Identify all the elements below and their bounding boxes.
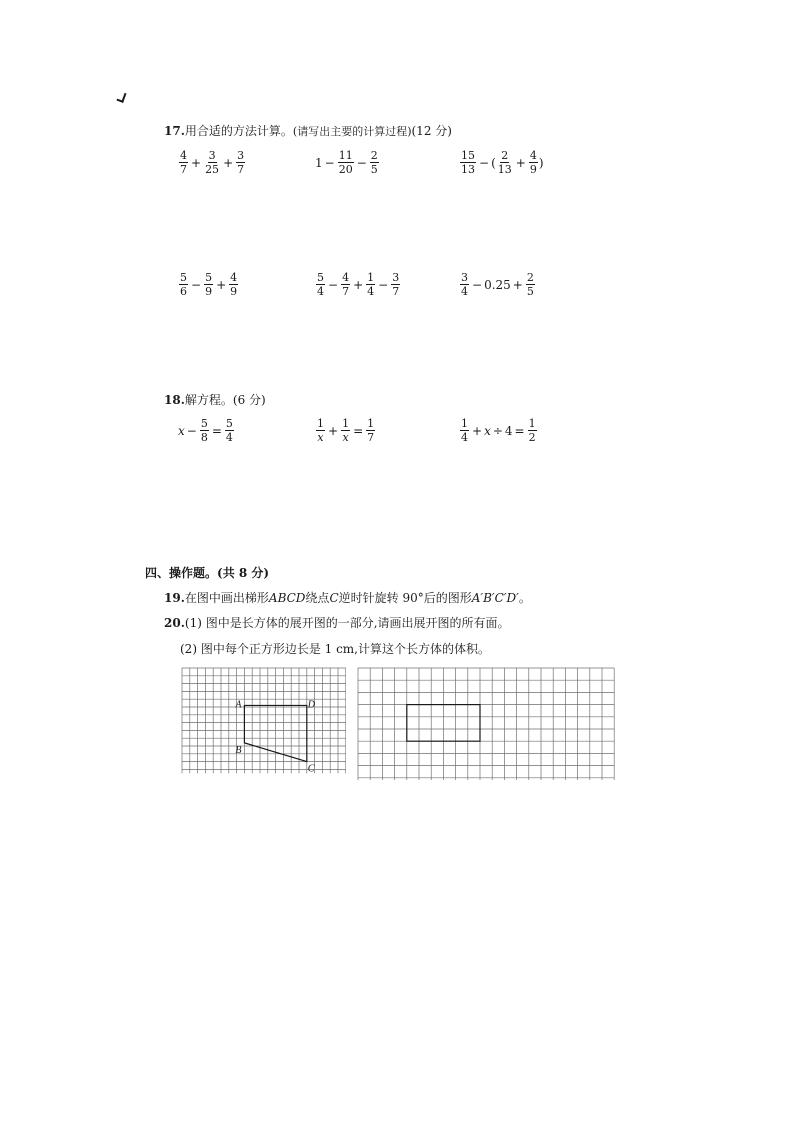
q19-line [164,589,531,606]
stray-mark [117,91,127,103]
operator: − [191,277,202,292]
numerator: 1 [367,417,375,430]
fraction [370,150,379,175]
numerator: 5 [180,271,187,284]
fraction [179,272,188,297]
expression-5 [315,272,401,297]
fraction [200,418,209,443]
operator: − [378,277,389,292]
q17-text: 用合适的方法计算。 [184,124,293,138]
q19-shape: ABCD [268,591,306,605]
operator: − [479,155,490,170]
q20-part1-text: (1) 图中是长方体的展开图的一部分,请画出展开图的所有面。 [184,616,510,630]
numerator: 2 [501,149,509,162]
operator: − [328,277,339,292]
paren-right: ) [538,155,544,170]
integer: 1 [315,155,323,170]
numerator: 4 [230,271,238,284]
fraction [204,150,220,175]
q19-image-shape: A′B′C′D′ [471,591,519,605]
q20-part2-text: (2) 图中每个正方形边长是 1 cm,计算这个长方体的体积。 [180,642,490,656]
expression-1 [178,150,246,175]
fraction [236,150,245,175]
denominator: 7 [180,163,187,176]
section4-title: 四、操作题。 [145,566,218,580]
denominator: 6 [180,285,187,298]
numerator: 5 [225,417,233,430]
fraction [341,272,350,297]
grid-right [356,666,618,780]
fraction [460,150,476,175]
fraction [341,418,350,443]
denominator: 4 [367,285,375,298]
operator: + [216,277,227,292]
fraction [204,272,213,297]
fraction [225,418,234,443]
grid-lines [358,668,614,780]
operator: + [353,277,364,292]
q17-number: 17. [164,124,185,138]
q19-text-c: 逆时针旋转 90°后的图形 [338,591,472,605]
numerator: 2 [370,149,378,162]
label-a: A [235,699,242,711]
equals: = [211,423,222,438]
denominator: 8 [200,431,208,444]
denominator: 20 [338,163,353,176]
fraction [497,150,513,175]
fraction [179,150,188,175]
denominator: 9 [529,163,537,176]
numerator: 5 [205,271,213,284]
grid-left [180,666,346,780]
operator: ÷ [492,423,503,438]
operator: − [356,155,367,170]
decimal: 0.25 [484,277,511,292]
denominator: 25 [205,163,220,176]
numerator: 4 [180,149,187,162]
numerator: 2 [526,271,534,284]
q18-number: 18. [164,393,185,407]
denominator: 4 [317,285,324,298]
denominator: 13 [461,163,475,176]
grid-lines [182,668,346,773]
denominator: 13 [497,163,512,176]
fraction [460,272,469,297]
fraction [366,418,375,443]
operator: + [191,155,202,170]
fraction [229,272,238,297]
operator: − [324,155,335,170]
section4-score: (共 8 分) [217,566,270,580]
denominator: 4 [461,431,468,444]
numerator: 15 [461,149,475,162]
q18-score: (6 分) [232,393,266,407]
paren-left: ( [491,155,496,170]
fraction [528,418,537,443]
expression-4 [178,272,239,297]
equation-1 [178,418,235,443]
fraction [391,272,400,297]
denominator: 7 [342,285,350,298]
numerator: 1 [342,417,350,430]
label-c: C [307,763,315,775]
equation-2 [315,418,376,443]
denominator: 9 [205,285,213,298]
q19-point: C [329,591,339,605]
operator: + [223,155,234,170]
numerator: 1 [461,417,468,430]
numerator: 3 [392,271,400,284]
denominator: 7 [367,431,375,444]
q19-end: 。 [518,591,531,605]
operator: + [472,423,483,438]
q18-heading [164,391,266,408]
fraction [526,272,535,297]
operator: − [186,423,197,438]
equation-3 [459,418,538,443]
numerator: 3 [461,271,468,284]
equals: = [514,423,525,438]
denominator: 5 [370,163,378,176]
operator: + [328,423,339,438]
fraction [529,150,538,175]
fraction [316,272,325,297]
section4-heading [145,564,269,581]
denominator: 4 [225,431,233,444]
numerator: 5 [317,271,324,284]
numerator: 11 [338,149,353,162]
variable: x [484,423,491,438]
q20-part1 [164,614,510,631]
q19-number: 19. [164,591,185,605]
label-d: D [307,699,316,711]
fraction [338,150,354,175]
q18-text: 解方程。 [184,393,233,407]
denominator: x [342,431,349,444]
variable: x [178,423,185,438]
numerator: 4 [529,149,537,162]
q20-number: 20. [164,616,185,630]
q17-heading [164,122,452,139]
expression-6 [459,272,536,297]
operator: − [472,277,483,292]
numerator: 1 [528,417,536,430]
numerator: 5 [200,417,208,430]
operator: + [512,277,523,292]
fraction [366,272,375,297]
fraction [460,418,469,443]
denominator: 2 [528,431,536,444]
numerator: 1 [317,417,324,430]
q19-text-a: 在图中画出梯形 [184,591,269,605]
label-b: B [235,744,242,756]
denominator: 5 [526,285,534,298]
operator: + [515,155,526,170]
fraction [316,418,325,443]
q17-score: (12 分) [411,124,452,138]
numerator: 4 [342,271,350,284]
numerator: 3 [208,149,216,162]
denominator: 9 [230,285,238,298]
q20-part2 [180,640,490,657]
integer: 4 [504,423,513,438]
expression-3 [459,150,544,175]
denominator: 7 [237,163,245,176]
denominator: 7 [392,285,400,298]
q19-text-b: 绕点 [305,591,330,605]
denominator: 4 [461,285,468,298]
numerator: 1 [367,271,375,284]
denominator: x [317,431,324,444]
q17-note: (请写出主要的计算过程) [292,125,412,138]
equals: = [353,423,364,438]
expression-2 [315,150,380,175]
numerator: 3 [237,149,245,162]
